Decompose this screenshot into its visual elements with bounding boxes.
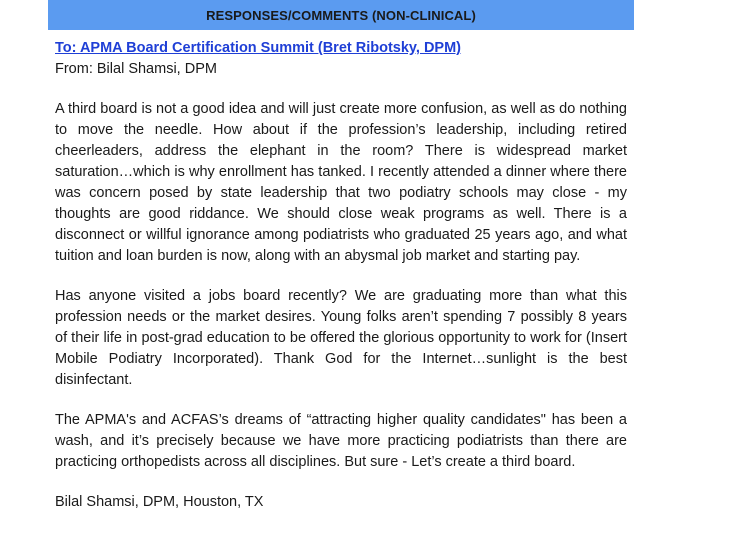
paragraph-2: Has anyone visited a jobs board recently? We are graduating more than what this profession needs or the market desires. Young folks aren’t spending 7 possibly 8 years of their life in post-grad education to be offered the glorious opportunity to work for (Insert Mobile Podiatry Incorporated). Thank God for the Internet…sunlight is the best disinfectant.	[55, 288, 627, 388]
sender-line: From: Bilal Shamsi, DPM	[55, 61, 217, 77]
paragraph-3: The APMA's and ACFAS’s dreams of “attracting higher quality candidates" has been a wash, and it’s precisely because we have more practicing podiatrists than there are practicing orthopedists across all disciplines. But sure - Let’s create a third board.	[55, 412, 627, 470]
signature: Bilal Shamsi, DPM, Houston, TX	[55, 494, 264, 510]
recipient-link[interactable]: To: APMA Board Certification Summit (Bret Ribotsky, DPM)	[55, 40, 462, 56]
letter-body	[55, 38, 627, 513]
section-header	[48, 0, 634, 30]
paragraph-1: A third board is not a good idea and will just create more confusion, as well as do nothing to move the needle. How about if the profession’s leadership, including retired cheerleaders, address the elephant in the room? There is widespread market saturation…which is why enrollment has tanked. I recently attended a dinner where there was concern posed by state leadership that two podiatry schools may close - my thoughts are good riddance. We should close weak programs as well. There is a disconnect or willful ignorance among podiatrists who graduated 25 years ago, and what tuition and loan burden is now, along with an abysmal job market and starting pay.	[55, 101, 627, 264]
section-title: RESPONSES/COMMENTS (NON-CLINICAL)	[206, 7, 476, 23]
